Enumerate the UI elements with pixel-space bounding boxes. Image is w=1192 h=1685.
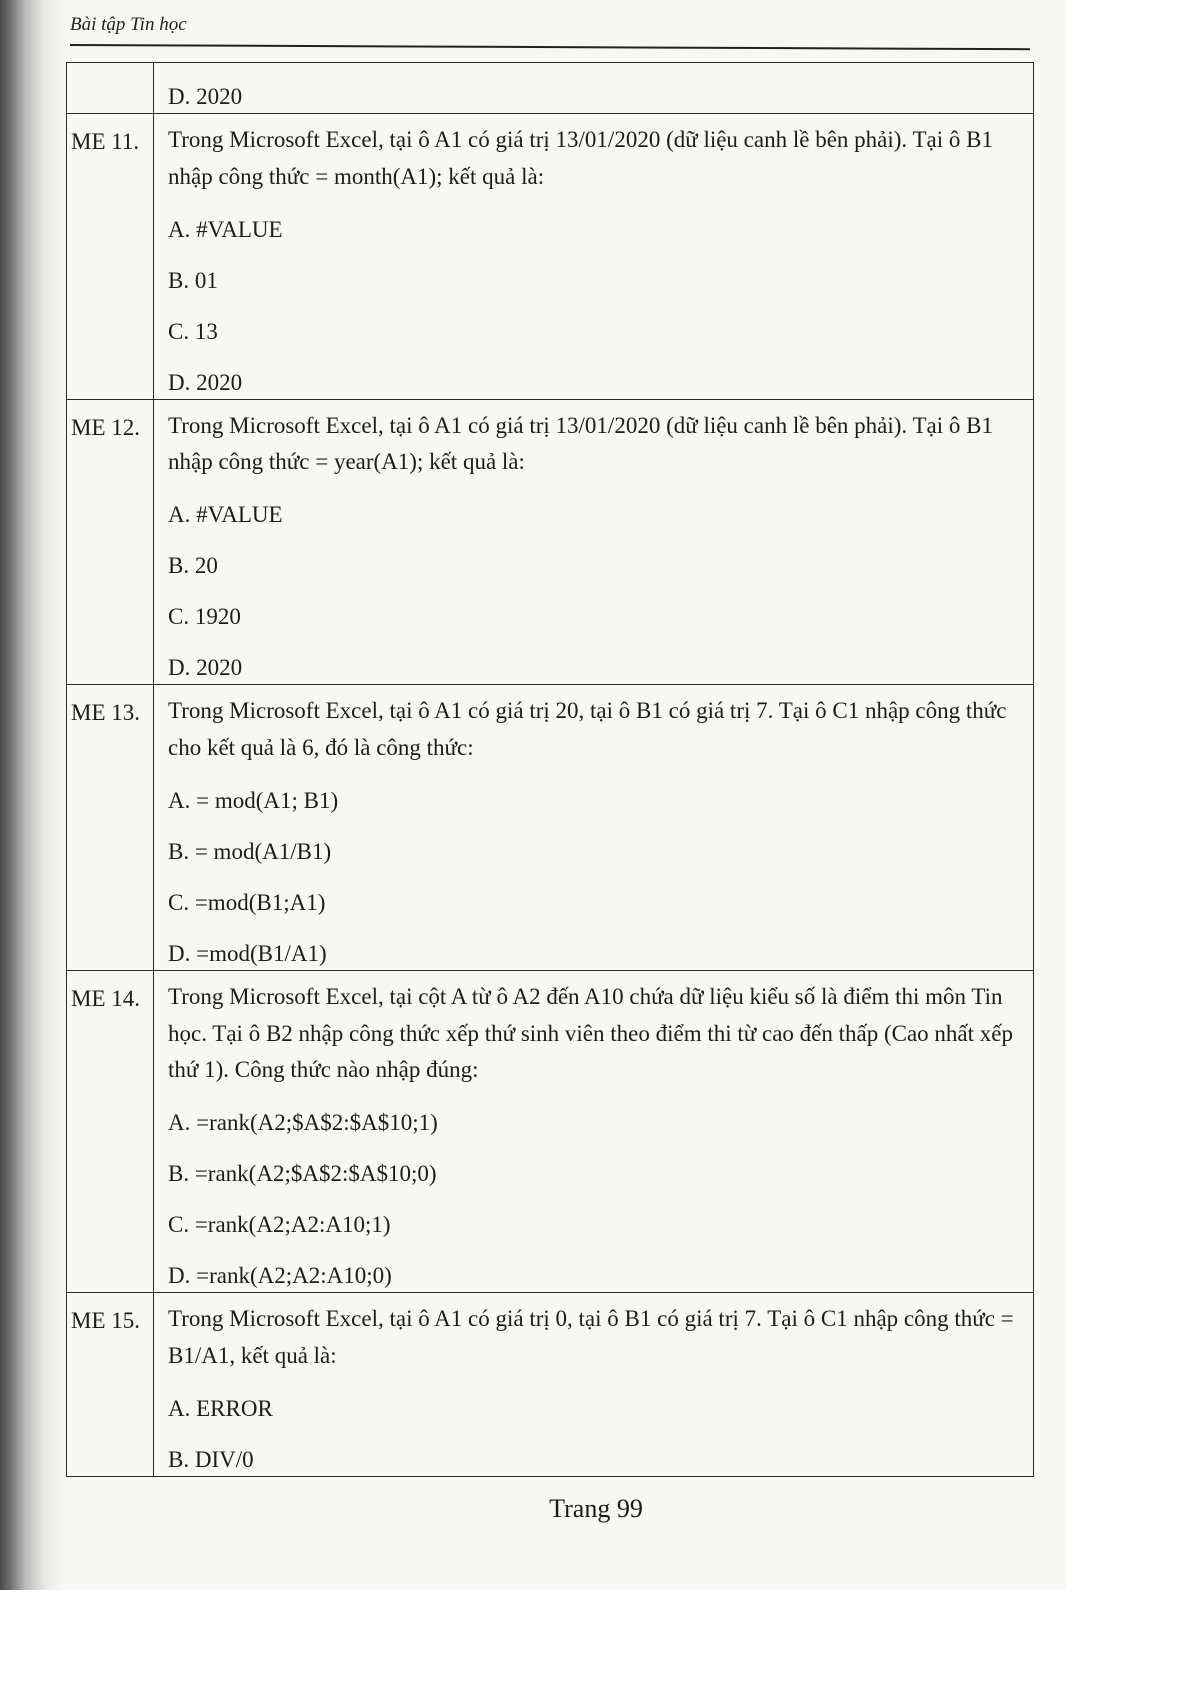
table-row-question — [67, 114, 1034, 400]
answer-option: A. ERROR — [168, 1395, 273, 1421]
answer-option: C. =mod(B1;A1) — [168, 889, 326, 915]
answer-option: B. DIV/0 — [168, 1446, 254, 1472]
answer-option: A. #VALUE — [168, 216, 283, 242]
table-row-question — [67, 685, 1034, 971]
table-row-continuation — [67, 63, 1034, 114]
table-row-question — [67, 970, 1034, 1292]
book-binding-shadow — [0, 0, 62, 1590]
question-stem: Trong Microsoft Excel, tại ô A1 có giá trị 20, tại ô B1 có giá trị 7. Tại ô C1 nhập công thức cho kết quả là 6, đó là công thức: — [168, 698, 1007, 760]
answer-option: A. =rank(A2;$A$2:$A$10;1) — [168, 1110, 438, 1136]
answer-option: C. 13 — [168, 318, 218, 344]
answer-option: B. =rank(A2;$A$2:$A$10;0) — [168, 1161, 437, 1187]
question-code: ME 14. — [67, 970, 154, 1292]
answer-option: A. = mod(A1; B1) — [168, 787, 339, 813]
answer-option: B. 01 — [168, 267, 218, 293]
table-row-question — [67, 1293, 1034, 1477]
running-header: Bài tập Tin học — [70, 14, 187, 35]
question-stem: Trong Microsoft Excel, tại ô A1 có giá trị 13/01/2020 (dữ liệu canh lề bên phải). Tại ô B1 nhập công thức = month(A1); kết quả là: — [168, 127, 993, 189]
question-code: ME 11. — [67, 114, 154, 400]
answer-option: A. #VALUE — [168, 502, 283, 528]
question-content — [154, 63, 1034, 114]
answer-option: B. = mod(A1/B1) — [168, 838, 332, 864]
answer-option: D. 2020 — [168, 655, 243, 681]
question-content — [154, 1293, 1034, 1477]
question-stem: Trong Microsoft Excel, tại cột A từ ô A2 đến A10 chứa dữ liệu kiểu số là điểm thi môn Tin học. Tại ô B2 nhập công thức xếp thứ sinh viên theo điểm thi từ cao đến thấp (Cao nhất xếp thứ 1). Công thức nào nhập đúng: — [168, 983, 1013, 1083]
question-code: ME 15. — [67, 1293, 154, 1477]
answer-option: C. =rank(A2;A2:A10;1) — [168, 1212, 391, 1238]
page-number: Trang 99 — [549, 1494, 643, 1523]
answer-option: B. 20 — [168, 553, 218, 579]
question-stem: Trong Microsoft Excel, tại ô A1 có giá trị 0, tại ô B1 có giá trị 7. Tại ô C1 nhập công thức = B1/A1, kết quả là: — [168, 1306, 1014, 1368]
answer-option: D. 2020 — [168, 369, 243, 395]
question-content — [154, 399, 1034, 685]
question-table — [66, 62, 1034, 1477]
table-row-question — [67, 399, 1034, 685]
question-content — [154, 685, 1034, 971]
question-code — [67, 63, 154, 114]
question-code: ME 12. — [67, 399, 154, 685]
question-content — [154, 970, 1034, 1292]
answer-option: D. =rank(A2;A2:A10;0) — [168, 1263, 392, 1289]
answer-option: D. =mod(B1/A1) — [168, 940, 327, 966]
answer-option: D. 2020 — [168, 84, 243, 109]
question-stem: Trong Microsoft Excel, tại ô A1 có giá trị 13/01/2020 (dữ liệu canh lề bên phải). Tại ô B1 nhập công thức = year(A1); kết quả là: — [168, 412, 993, 475]
question-code: ME 13. — [67, 685, 154, 971]
answer-option: C. 1920 — [168, 604, 241, 630]
question-content — [154, 114, 1034, 400]
